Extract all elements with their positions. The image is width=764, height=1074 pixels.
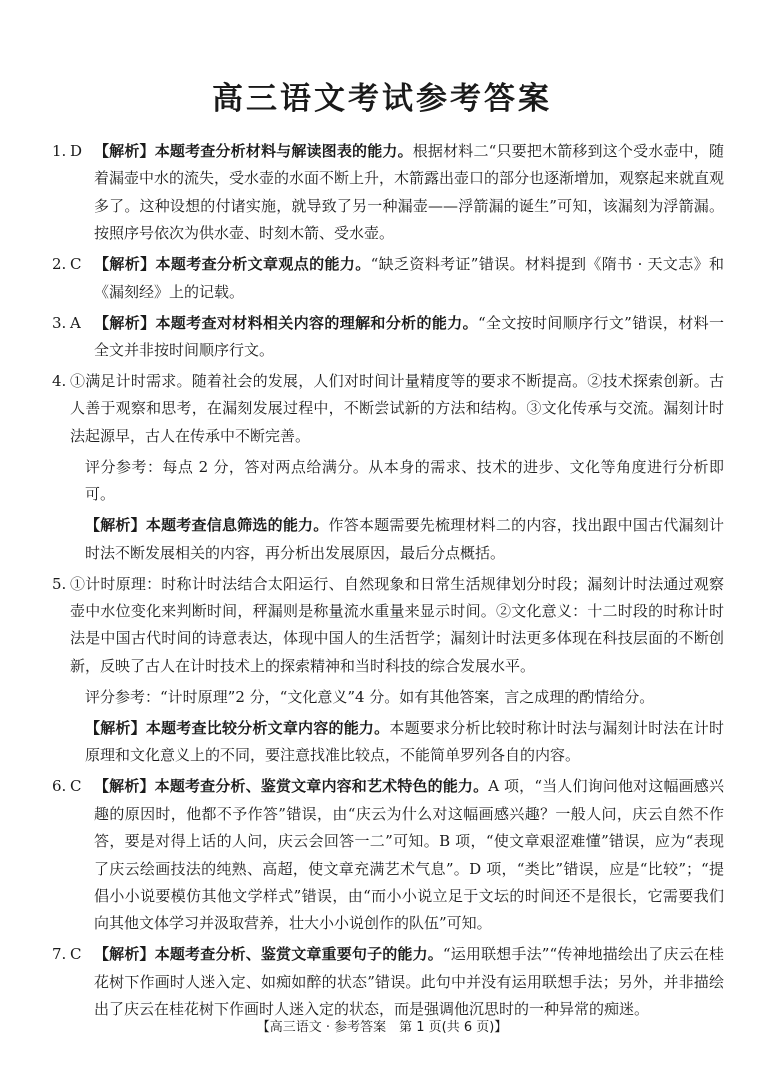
answer-list [52,138,724,1027]
item-body [94,251,724,306]
scoring-note-5: 评分参考：“计时原理”2 分，“文化意义”4 分。如有其他答案，言之成理的酌情给分。 [85,687,655,706]
analysis-lead: 本题考查分析、鉴赏文章内容和艺术特色的能力。 [154,777,489,796]
analysis-text: “缺乏资料考证”错误。材料提到《隋书 · 天文志》和《漏刻经》上的记载。 [94,255,724,301]
analysis-text: 根据材料二“只要把木箭移到这个受水壶中，随着漏壶中水的流失，受水壶的水面不断上升，木箭露出壶口的部分也逐渐增加，观察起来就直观多了。这种设想的付诸实施，就导致了另一种漏壶——浮箭漏的诞生”可知，该漏刻为浮箭漏。按照序号依次为供水壶、时刻木箭、受水壶。 [94,142,725,243]
analysis-text: “运用联想手法”“传神地描绘出了庆云在桂花树下作画时人迷入定、如痴如醉的状态”错误。此句中并没有运用联想手法；另外，并非描绘出了庆云在桂花树下作画时人迷入定的状态，而是强调他沉思时的一种异常的痴迷。 [94,945,724,1019]
item-body [94,941,724,1023]
analysis-5 [52,715,724,770]
answer-item-3 [52,310,724,365]
item-number: 3. [52,313,67,332]
item-number: 5. [52,574,67,593]
analysis-text: “全文按时间顺序行文”错误，材料一全文并非按时间顺序行文。 [94,313,724,360]
page-title: 高三语文考试参考答案 [212,81,552,117]
analysis-tag: 【解析】 [85,516,146,535]
item-number: 1. [52,142,67,160]
analysis-tag: 【解析】 [85,718,146,737]
answer-item-6 [52,773,724,937]
item-body [94,310,724,365]
answer-letter: C [70,777,82,796]
item-body: ①计时原理：时称计时法结合太阳运行、自然现象和日常生活规律划分时段；漏刻计时法通过观察壶中水位变化来判断时间，秤漏则是称量流水重量来显示时间。②文化意义：十二时段的时称计时法是中国古代时间的诗意表达，体现中国人的生活哲学；漏刻计时法更多体现在科技层面的不断创新，反映了古人在计时技术上的探索精神和当时科技的综合发展水平。 [70,574,724,675]
answer-item-5 [52,571,724,681]
answer-item-4 [52,368,724,450]
answer-letter: C [70,945,82,964]
answer-item-2 [52,251,724,306]
analysis-text: A 项，“当人们询问他对这幅画感兴趣的原因时，他都不予作答”错误，由“庆云为什么对这幅画感兴趣？一般人问，庆云自然不作答，要是对得上话的人问，庆云会回答一二”可知。B 项，“使文章艰涩难懂”错误，应为“表现了庆云绘画技法的纯熟、高超，使文章充满艺术气息”。D 项，“类比”错误，应是“比较”；“提倡小小说要模仿其他文学样式”错误，由“而小小说立足于文坛的时间还不是很长，它需要我们向其他文体学习并汲取营养，壮大小小说创作的队伍”可知。 [94,777,724,933]
analysis-tag: 【解析】 [94,255,156,274]
item-body [94,138,724,248]
item-number: 6. [52,777,67,796]
analysis-tag: 【解析】 [94,777,155,796]
answer-item-1 [52,138,724,248]
answer-item-7 [52,941,724,1023]
analysis-tag: 【解析】 [94,142,155,160]
page-footer: 【高三语文 · 参考答案 第 1 页(共 6 页)】 [256,1020,508,1035]
analysis-lead: 本题考查分析文章观点的能力。 [155,255,371,274]
analysis-lead: 本题考查分析、鉴赏文章重要句子的能力。 [154,945,443,964]
analysis-text: 作答本题需要先梳理材料二的内容，找出跟中国古代漏刻计时法不断发展相关的内容，再分析出发展原因，最后分点概括。 [85,516,724,562]
answer-letter: A [70,313,81,332]
analysis-text: 本题要求分析比较时称计时法与漏刻计时法在计时原理和文化意义上的不同，要注意找准比较点，不能简单罗列各自的内容。 [85,718,724,765]
item-number: 2. [52,255,67,274]
answer-letter: C [70,255,82,274]
item-body [94,773,724,937]
item-number: 7. [52,945,67,964]
item-number: 4. [52,372,67,391]
analysis-lead: 本题考查对材料相关内容的理解和分析的能力。 [155,313,478,332]
scoring-note-4: 评分参考：每点 2 分，答对两点给满分。从本身的需求、技术的进步、文化等角度进行分析即可。 [85,457,724,504]
answer-letter: D [70,142,83,160]
analysis-tag: 【解析】 [94,313,156,332]
item-body: ①满足计时需求。随着社会的发展，人们对时间计量精度等的要求不断提高。②技术探索创新。古人善于观察和思考，在漏刻发展过程中，不断尝试新的方法和结构。③文化传承与交流。漏刻计时法起源早，古人在传承中不断完善。 [70,372,724,445]
analysis-lead: 本题考查分析材料与解读图表的能力。 [154,142,413,160]
analysis-lead: 本题考查信息筛选的能力。 [145,516,329,535]
analysis-4 [52,512,724,567]
analysis-tag: 【解析】 [94,945,155,964]
analysis-lead: 本题考查比较分析文章内容的能力。 [145,718,390,737]
